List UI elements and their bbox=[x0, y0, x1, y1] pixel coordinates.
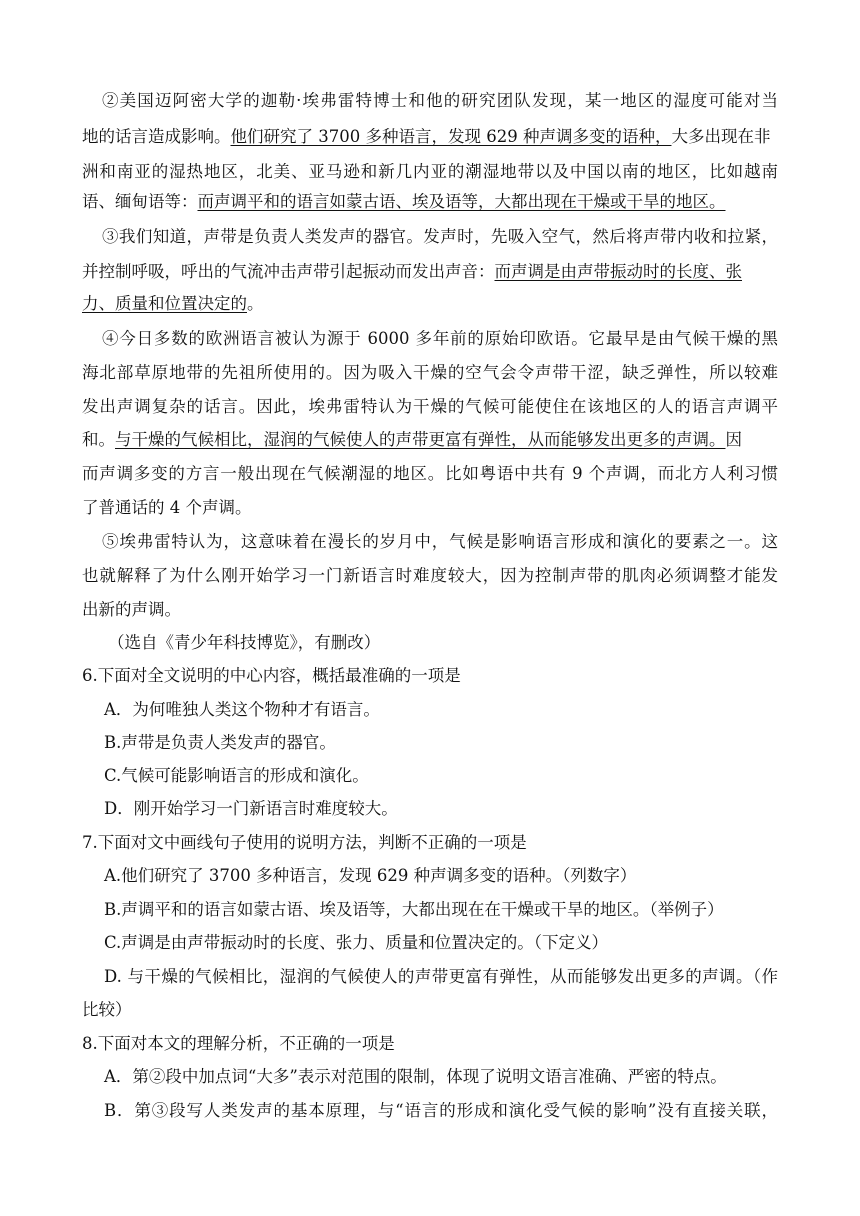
question-7-stem: 7.下面对文中画线句子使用的说明方法，判断不正确的一项是 bbox=[82, 833, 527, 852]
paragraph-3-line-2 bbox=[82, 260, 778, 284]
paragraph-5-line-3: 出新的声调。 bbox=[82, 600, 181, 619]
paragraph-4-line-6: 了普通话的 4 个声调。 bbox=[82, 498, 252, 517]
question-8-option-b: B．第③段写人类发声的基本原理，与“语言的形成和演化受气候的影响”没有直接关联， bbox=[104, 1101, 778, 1120]
paragraph-4-line-2: 海北部草原地带的先祖所使用的。因为吸入干燥的空气会令声带干涩，缺乏弹性，所以较难 bbox=[82, 363, 778, 382]
paragraph-2-line-2 bbox=[82, 125, 778, 149]
paragraph-5-line-2: 也就解释了为什么刚开始学习一门新语言时难度较大，因为控制声带的肌肉必须调整才能发 bbox=[82, 566, 778, 585]
paragraph-2-text: 地的话言造成影响。 bbox=[82, 127, 231, 146]
underlined-sentence-1a: 他们研究了 3700 多种语言，发现 629 种声调多变的语种， bbox=[230, 127, 672, 146]
question-7-option-a: A.他们研究了 3700 多种语言，发现 629 种声调多变的语种。（列数字） bbox=[104, 866, 637, 885]
underlined-sentence-3b: 力、质量和位置决定的 bbox=[82, 294, 247, 313]
paragraph-4-line-5: 而声调多变的方言一般出现在气候潮湿的地区。比如粤语中共有 9 个声调，而北方人利习惯 bbox=[82, 464, 778, 483]
question-6-option-d: D．刚开始学习一门新语言时难度较大。 bbox=[104, 799, 398, 818]
underlined-sentence-2: 而声调平和的语言如蒙古语、埃及语等，大都出现在干燥或干旱的地区。 bbox=[197, 192, 726, 211]
paragraph-2-text: 大多出现在非 bbox=[671, 127, 771, 146]
question-7-option-b: B.声调平和的语言如蒙古语、埃及语等，大都出现在在干燥或干旱的地区。（举例子） bbox=[104, 900, 724, 919]
question-7-option-d: D. 与干燥的气候相比，湿润的气候使人的声带更富有弹性，从而能够发出更多的声调。（作 bbox=[104, 967, 778, 986]
source-citation: （选自《青少年科技博览》，有删改） bbox=[108, 633, 381, 652]
paragraph-4-line-1: ④今日多数的欧洲语言被认为源于 6000 多年前的原始印欧语。它最早是由气候干燥的黑 bbox=[102, 329, 778, 348]
question-6-option-a: A．为何唯独人类这个物种才有语言。 bbox=[104, 700, 380, 719]
paragraph-3-text: 。 bbox=[247, 294, 264, 313]
paragraph-4-line-3: 发出声调复杂的话言。因此，埃弗雷特认为干燥的气候可能使住在该地区的人的语言声调平 bbox=[82, 397, 778, 416]
paragraph-5-line-1: ⑤埃弗雷特认为，这意味着在漫长的岁月中，气候是影响语言形成和演化的要素之一。这 bbox=[102, 532, 778, 551]
question-7-option-d-continued: 比较） bbox=[82, 1000, 132, 1019]
paragraph-3-text: 并控制呼吸，呼出的气流冲击声带引起振动而发出声音： bbox=[82, 262, 495, 281]
paragraph-4-text: 和。 bbox=[82, 430, 115, 449]
paragraph-2-line-3: 洲和南亚的湿热地区，北美、亚马逊和新几内亚的潮湿地带以及中国以南的地区，比如越南 bbox=[82, 162, 778, 181]
paragraph-2-text: 语、缅甸语等： bbox=[82, 192, 198, 211]
question-8-option-a: A．第②段中加点词“大多”表示对范围的限制，体现了说明文语言准确、严密的特点。 bbox=[104, 1067, 727, 1086]
question-6-stem: 6.下面对全文说明的中心内容，概括最准确的一项是 bbox=[82, 666, 461, 685]
underlined-sentence-4: 与干燥的气候相比，湿润的气候使人的声带更富有弹性，从而能够发出更多的声调。 bbox=[115, 430, 726, 449]
question-7-option-c: C.声调是由声带振动时的长度、张力、质量和位置决定的。（下定义） bbox=[104, 933, 609, 952]
paragraph-3-line-1: ③我们知道，声带是负责人类发声的器官。发声时，先吸入空气，然后将声带内收和拉紧， bbox=[102, 227, 778, 246]
underlined-sentence-3a: 而声调是由声带振动时的长度、张 bbox=[494, 262, 742, 281]
paragraph-4-line-4 bbox=[82, 428, 778, 452]
paragraph-2-line-4 bbox=[82, 190, 778, 214]
paragraph-2-line-1: ②美国迈阿密大学的迦勒·埃弗雷特博士和他的研究团队发现，某一地区的湿度可能对当 bbox=[102, 91, 778, 110]
question-6-option-c: C.气候可能影响语言的形成和演化。 bbox=[104, 766, 369, 785]
paragraph-3-line-3 bbox=[82, 292, 778, 316]
question-8-stem: 8.下面对本文的理解分析，不正确的一项是 bbox=[82, 1034, 395, 1053]
paragraph-4-text: 因 bbox=[725, 430, 742, 449]
question-6-option-b: B.声带是负责人类发声的器官。 bbox=[104, 733, 336, 752]
